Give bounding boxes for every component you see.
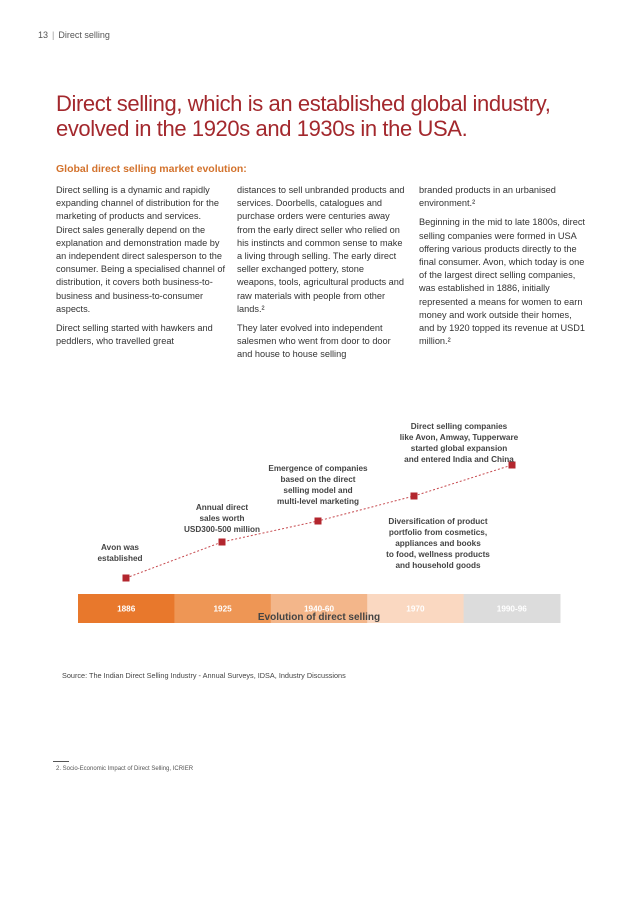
main-heading-line-1: Direct selling, which is an established global industry, [56, 91, 551, 116]
timeline-event-label: Emergence of companies based on the direct selling model and multi-level marketing [268, 464, 368, 506]
timeline-marker [411, 493, 418, 500]
sub-heading: Global direct selling market evolution: [56, 163, 247, 175]
paragraph: They later evolved into independent salesmen who went from door to door and house to house selling [237, 323, 391, 360]
main-heading-line-2: evolved in the 1920s and 1930s in the USA. [56, 116, 468, 141]
timeline-marker [123, 575, 130, 582]
timeline-event-label: Diversification of product portfolio from cosmetics, appliances and books to food, wellness products and household goods [386, 517, 490, 570]
paragraph: Direct selling is a dynamic and rapidly expanding channel of distribution for the marketing of products and services. Direct sales generally depend on the explanation and demonstration made by an independent direct salesperson to the consumer. Being a specialised channel of distribution, it covers both business-to-business and business-to-consumer aspects. [56, 185, 226, 314]
era-label: 1886 [117, 604, 136, 614]
page-number: 13 [38, 30, 49, 40]
main-heading [56, 91, 596, 141]
page-header [38, 30, 110, 40]
era-label: 1925 [213, 604, 232, 614]
timeline-event-label: Annual direct sales worth USD300-500 million [184, 503, 260, 534]
header-separator: | [52, 30, 55, 40]
timeline-diagram [0, 400, 638, 630]
paragraph: distances to sell unbranded products and services. Doorbells, catalogues and purchase orders were centuries away from the early direct seller who relied on his instincts and common sense to make a living through selling. The early direct seller exchanged pottery, stone weapons, tools, agricultural products and raw materials with people from other lands.² [237, 185, 405, 314]
source-note: Source: The Indian Direct Selling Industry - Annual Surveys, IDSA, Industry Discussions [62, 671, 346, 680]
paragraph: Beginning in the mid to late 1800s, direct selling companies were formed in USA offering various products directly to the final consumer. Avon, which today is one of the largest direct selling companies, was established in 1886, initially represented a means for women to earn money and work outside their homes, and by 1920 topped its revenue at USD1 million.² [419, 217, 585, 347]
footnote: 2. Socio-Economic Impact of Direct Selling, ICRIER [56, 766, 194, 772]
chart-title: Evolution of direct selling [257, 612, 381, 623]
text-column-1 [56, 184, 226, 354]
paragraph: Direct selling started with hawkers and peddlers, who travelled great [56, 323, 213, 347]
timeline-marker [315, 518, 322, 525]
footnote-divider [53, 761, 69, 762]
era-label: 1970 [406, 604, 425, 614]
era-label: 1990-96 [496, 604, 527, 614]
era-label: 1940-60 [303, 604, 335, 614]
timeline-event-label: Avon was established [97, 543, 143, 563]
text-column-2 [237, 184, 405, 368]
timeline-label-group [97, 422, 518, 570]
paragraph: branded products in an urbanised environment.² [419, 185, 556, 209]
text-column-3 [419, 184, 589, 354]
timeline-marker [219, 539, 226, 546]
section-title: Direct selling [58, 30, 110, 40]
timeline-event-label: Direct selling companies like Avon, Amway, Tupperware started global expansion and entered India and China [399, 422, 519, 464]
